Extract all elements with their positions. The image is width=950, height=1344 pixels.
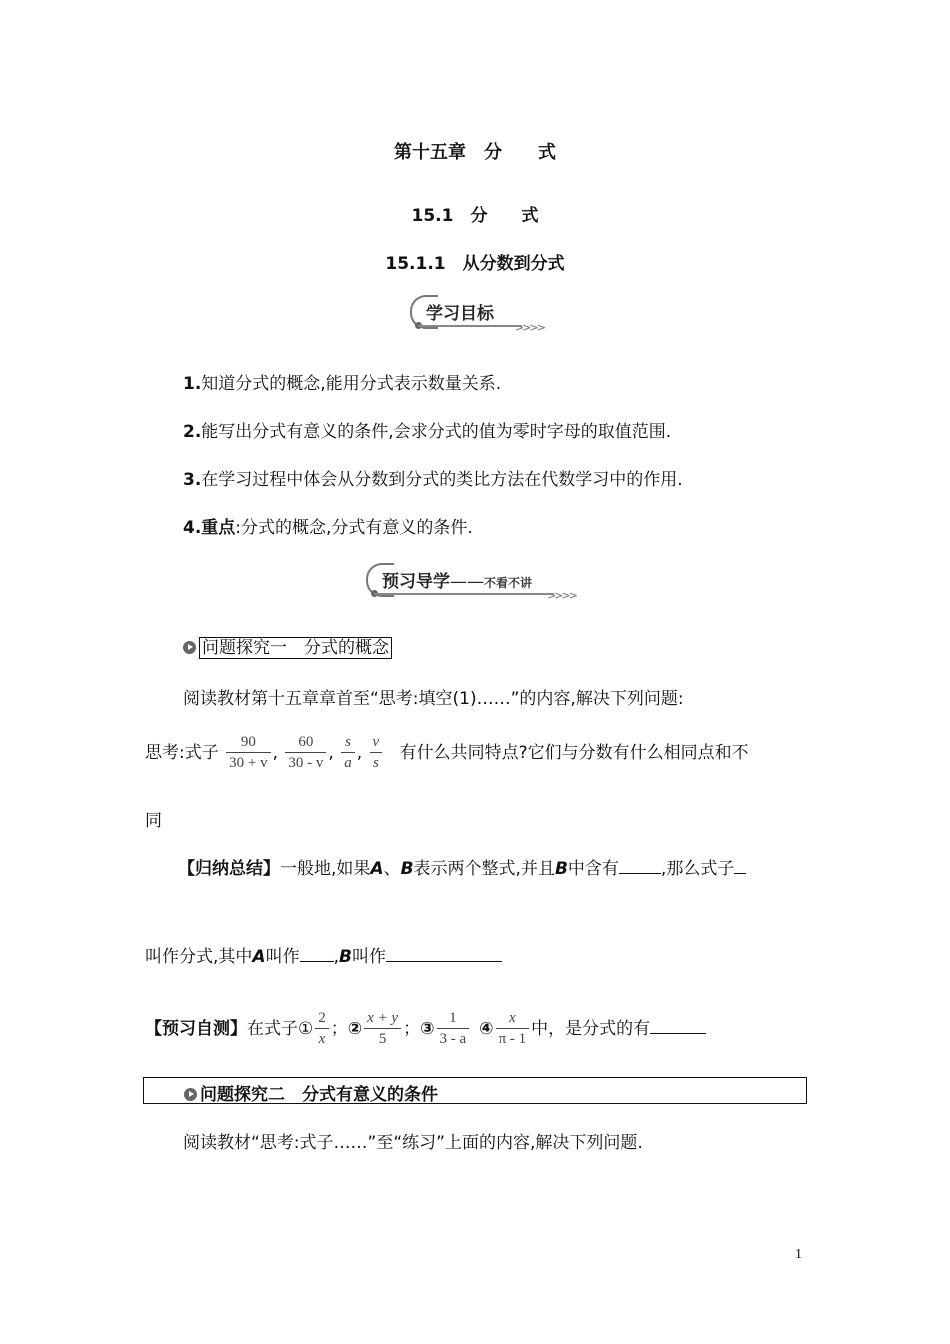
selftest-fraction-1: $\frac{2}{x}$ (315, 1008, 329, 1050)
summary-line-1: 【归纳总结】一般地,如果A、B表示两个整式,并且B中含有 ,那么式子 (178, 854, 746, 879)
fraction-2: $\frac{60}{30 - v}$ (285, 732, 326, 774)
play-bullet-icon (184, 1088, 197, 1101)
blank-5[interactable] (650, 1017, 706, 1034)
explore2-reading: 阅读教材“思考:式子……”至“练习”上面的内容,解决下列问题. (183, 1133, 643, 1153)
explore1-heading: 问题探究一 分式的概念 (183, 633, 392, 658)
page-number: 1 (795, 1247, 802, 1262)
goal-item-4: 4.重点:分式的概念,分式有意义的条件. (183, 518, 473, 538)
think-question-cont: 同 (145, 811, 162, 831)
selftest: 【预习自测】在式子① $\frac{2}{x}$ ；② $\frac{x + y}{5}$ ；③ $\frac{1}{3 - a}$ ④ $\frac{x}{\pi - 1}$ 中，是分式的有 (145, 1008, 706, 1050)
section-title: 15.1 分 式 (411, 206, 539, 226)
chevrons-icon: >>>> (547, 589, 576, 602)
selftest-fraction-3: $\frac{1}{3 - a}$ (437, 1008, 470, 1050)
explore2-heading-box (143, 1077, 807, 1104)
explore2-heading: 问题探究二 分式有意义的条件 (184, 1080, 438, 1105)
blank-2[interactable] (734, 857, 746, 874)
learning-goals-banner-label: 学习目标 (426, 304, 494, 324)
learning-goals-banner (410, 295, 544, 334)
preview-banner-sub: 不看不讲 (484, 576, 533, 590)
goal-item-1: 1.知道分式的概念,能用分式表示数量关系. (183, 374, 502, 394)
selftest-fraction-2: $\frac{x + y}{5}$ (364, 1008, 401, 1050)
think-question: 思考:式子 $\frac{90}{30 + v}$ , $\frac{60}{30 - v}$ , $\frac{s}{a}$ , $\frac{v}{s}$ 有什么共同特点?它们与分数有什么相同点和不 (145, 732, 749, 774)
subsection-title: 15.1.1 从分数到分式 (385, 254, 565, 274)
blank-3[interactable] (300, 945, 334, 962)
summary-line-2: 叫作分式,其中A叫作 ,B叫作 (145, 942, 502, 967)
fraction-4: $\frac{v}{s}$ (370, 732, 383, 774)
goal-item-2: 2.能写出分式有意义的条件,会求分式的值为零时字母的取值范围. (183, 422, 672, 442)
preview-banner: 预习导学——不看不讲 >>>> (366, 563, 576, 596)
play-bullet-icon (183, 641, 196, 654)
preview-banner-label: 预习导学 (382, 572, 450, 592)
goal-item-3: 3.在学习过程中体会从分数到分式的类比方法在代数学习中的作用. (183, 470, 683, 490)
explore1-reading: 阅读教材第十五章章首至“思考:填空(1)……”的内容,解决下列问题: (183, 689, 684, 709)
blank-1[interactable] (619, 857, 661, 874)
selftest-fraction-4: $\frac{x}{\pi - 1}$ (496, 1008, 530, 1050)
chevrons-icon: >>>> (515, 321, 544, 334)
fraction-1: $\frac{90}{30 + v}$ (226, 732, 270, 774)
fraction-3: $\frac{s}{a}$ (341, 732, 355, 774)
blank-4[interactable] (386, 945, 502, 962)
chapter-title: 第十五章 分 式 (394, 142, 556, 163)
